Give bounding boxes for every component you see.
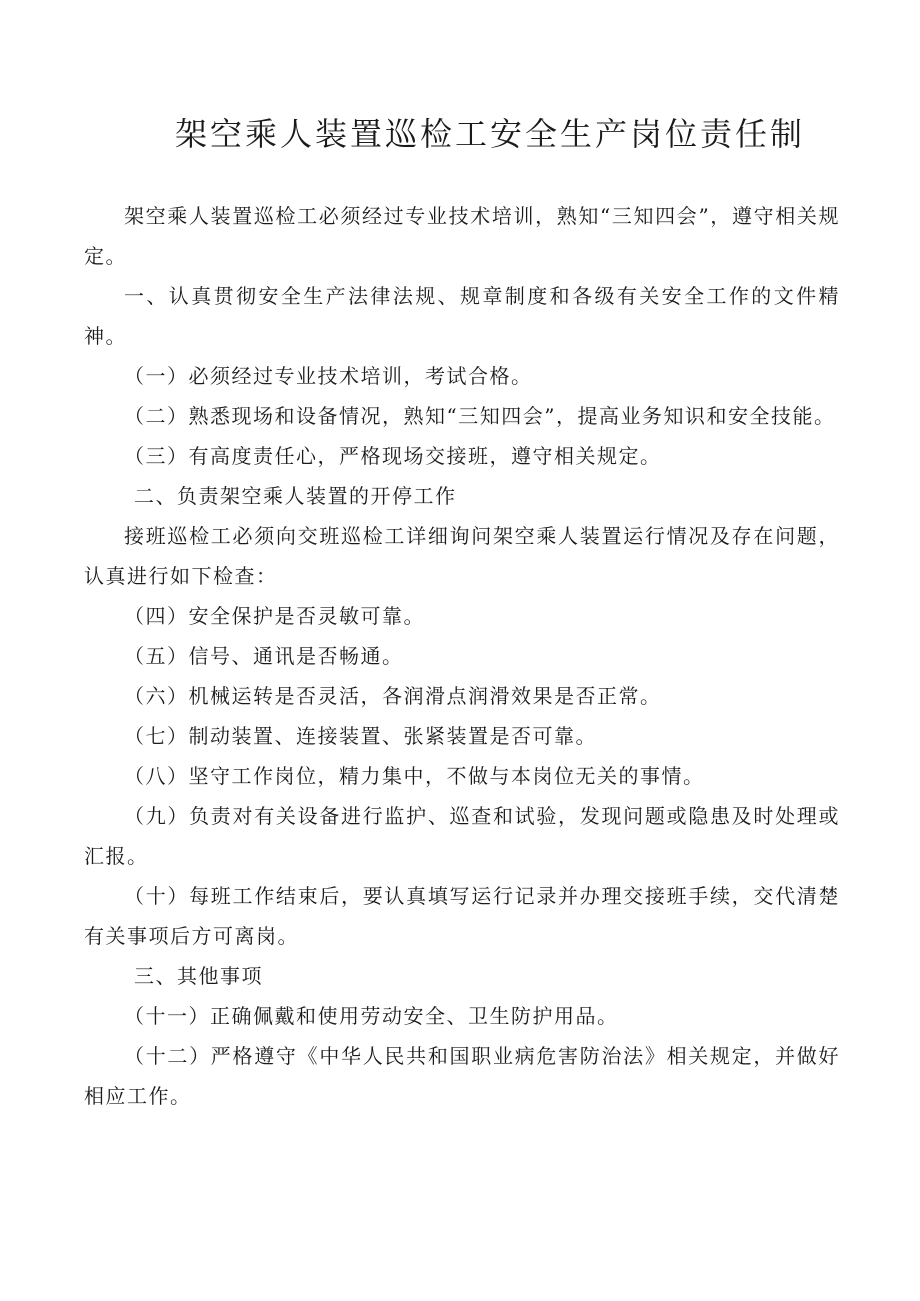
clause-11: （十一）正确佩戴和使用劳动安全、卫生防护用品。	[124, 1004, 619, 1028]
handover-paragraph: 接班巡检工必须向交班巡检工详细询问架空乘人装置运行情况及存在问题，认真进行如下检查：	[84, 524, 840, 588]
clause-8: （八）坚守工作岗位，精力集中，不做与本岗位无关的事情。	[124, 764, 705, 788]
clause-4: （四）安全保护是否灵敏可靠。	[124, 604, 425, 628]
clause-3: （三）有高度责任心，严格现场交接班，遵守相关规定。	[124, 444, 662, 468]
document-body	[84, 196, 840, 1116]
clause-12: （十二）严格遵守《中华人民共和国职业病危害防治法》相关规定，并做好相应工作。	[84, 1044, 840, 1108]
clause-10: （十）每班工作结束后，要认真填写运行记录并办理交接班手续，交代清楚有关事项后方可离岗。	[84, 884, 840, 948]
clause-9: （九）负责对有关设备进行监护、巡查和试验，发现问题或隐患及时处理或汇报。	[84, 804, 840, 868]
clause-5: （五）信号、通讯是否畅通。	[124, 644, 404, 668]
section-heading-2: 二、负责架空乘人装置的开停工作	[134, 484, 457, 508]
section-heading-1: 一、认真贯彻安全生产法律法规、规章制度和各级有关安全工作的文件精神。	[84, 284, 840, 348]
intro-paragraph: 架空乘人装置巡检工必须经过专业技术培训，熟知“三知四会”，遵守相关规定。	[84, 204, 840, 268]
clause-1: （一）必须经过专业技术培训，考试合格。	[124, 364, 533, 388]
clause-6: （六）机械运转是否灵活，各润滑点润滑效果是否正常。	[124, 684, 662, 708]
section-heading-3: 三、其他事项	[134, 964, 263, 988]
clause-7: （七）制动装置、连接装置、张紧装置是否可靠。	[124, 724, 597, 748]
clause-2: （二）熟悉现场和设备情况，熟知“三知四会”，提高业务知识和安全技能。	[124, 404, 836, 428]
document-title: 架空乘人装置巡检工安全生产岗位责任制	[174, 115, 805, 153]
